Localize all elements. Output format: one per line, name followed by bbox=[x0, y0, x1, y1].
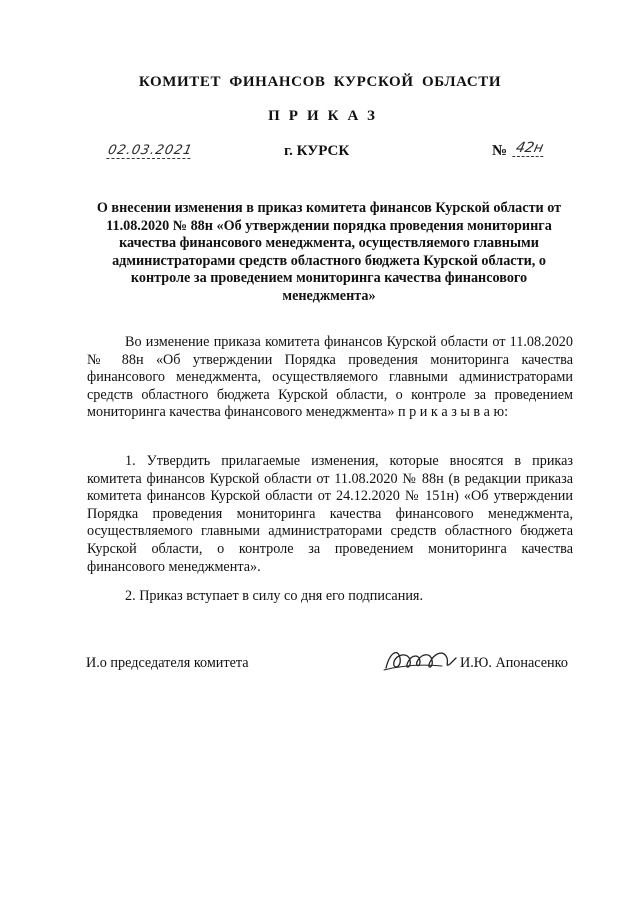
signatory-role: И.о председателя комитета bbox=[86, 655, 249, 671]
handwritten-signature bbox=[380, 640, 460, 680]
document-number-label: № bbox=[492, 143, 508, 159]
document-number-value: 42н bbox=[512, 140, 547, 157]
document-date: 02.03.2021 bbox=[106, 143, 195, 158]
item-2-paragraph: 2. Приказ вступает в силу со дня его подписания. bbox=[125, 588, 423, 604]
order-word: п р и к а з ы в а ю: bbox=[398, 404, 509, 421]
document-title: О внесении изменения в приказ комитета финансов Курской области от 11.08.2020 № 88н «Об утверждении порядка проведения мониторинга качества финансового менеджмента, осуществляемого главными администраторами средств областного бюджета Курской области, о контроле за проведением мониторинга качества финансового менеджмента» bbox=[96, 200, 562, 304]
document-city: г. КУРСК bbox=[284, 143, 350, 159]
signatory-name: И.Ю. Апонасенко bbox=[460, 655, 568, 671]
intro-paragraph bbox=[87, 334, 573, 422]
item-1-paragraph: 1. Утвердить прилагаемые изменения, которые вносятся в приказ комитета финансов Курской области от 11.08.2020 № 88н (в редакции приказа комитета финансов Курской области от 24.12.2020 № 151н) «Об утверждении Порядка проведения мониторинга качества финансового менеджмента, осуществляемого главными администраторами средств областного бюджета Курской области, о контроле за проведением мониторинга качества финансового менеджмента». bbox=[87, 453, 573, 575]
organization-name: КОМИТЕТ ФИНАНСОВ КУРСКОЙ ОБЛАСТИ bbox=[138, 74, 502, 90]
document-type: ПРИКАЗ bbox=[268, 108, 384, 124]
intro-text: Во изменение приказа комитета финансов Курской области от 11.08.2020 № 88н «Об утверждении Порядка проведения мониторинга качества финансового менеджмента, осуществляемого главными администраторами средств областного бюджета Курской области, о контроле за проведением мониторинга качества финансового менеджмента» bbox=[87, 334, 573, 421]
